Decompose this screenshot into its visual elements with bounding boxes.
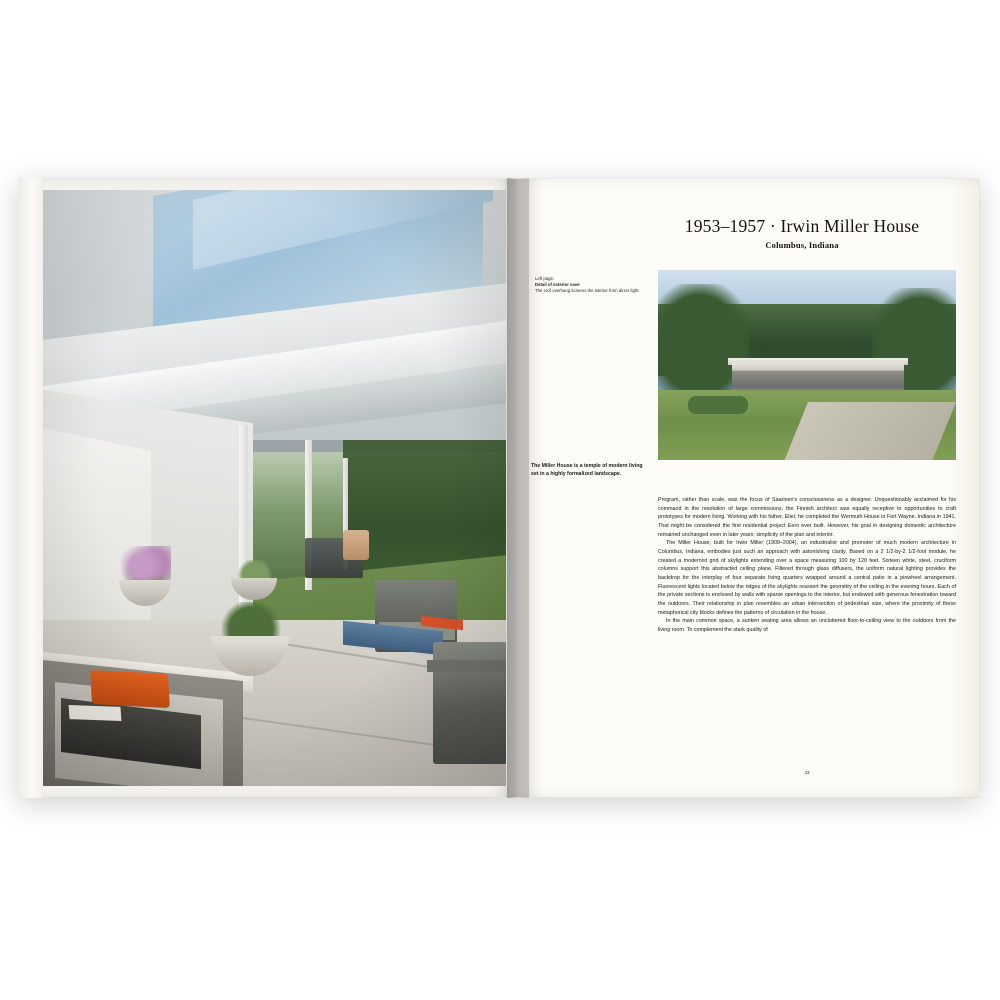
miller-house-exterior-photo bbox=[658, 270, 956, 460]
page-title: 1953–1957 · Irwin Miller House bbox=[684, 216, 920, 236]
photo-caption: The Miller House is a temple of modern living set in a highly formalized landscape. bbox=[531, 463, 643, 477]
title-block bbox=[647, 216, 957, 250]
paved-path bbox=[785, 402, 956, 460]
caption-text: The roof overhang screens the interior from direct light. bbox=[535, 288, 640, 294]
page-number: 43 bbox=[804, 770, 810, 775]
right-page-content bbox=[529, 178, 969, 798]
interior-terrace-photo bbox=[43, 190, 506, 786]
photo-vignette bbox=[43, 190, 506, 786]
body-paragraph: The Miller House, built for Irwin Miller (1909–2004), an industrialist and promoter of much modern architecture in Columbus, Indiana, embodies just such an approach with astonishing clarity. Based on a 2 1/2-by-2 1/2-foot module, he created a modernist grid of skylights extending over a space measuring 100 by 120 feet. Sixteen white, steel, cruciform columns support this abstracted ceiling plane. Filtered through glass diffusers, the uniform natural lighting provides the backdrop for the interplay of four separate living quarters wrapped around a central patio in a pinwheel arrangement. Fluorescent lights located below the ridges of the skylights reassert the geometry of the ceiling in the evening hours. Each of the private sections is enclosed by walls with sparse openings to the interior, but endowed with generous fenestration toward the outdoors. Their relationship in plan resembles an urban intersection of pedestrian size, where the proximity of these metaphorical city blocks defines the patterns of circulation in the house. bbox=[658, 540, 956, 616]
left-page bbox=[18, 178, 515, 798]
open-book bbox=[18, 178, 980, 798]
left-page-top-edge bbox=[18, 178, 515, 179]
left-page-caption bbox=[535, 276, 653, 295]
left-page-bottom-edge bbox=[18, 797, 515, 798]
body-copy bbox=[658, 496, 956, 635]
shrub-hedge bbox=[688, 396, 748, 414]
left-page-margin bbox=[18, 178, 43, 798]
caption-label: Left page: bbox=[535, 276, 555, 281]
right-page bbox=[515, 178, 980, 798]
body-paragraph: In the main common space, a sunken seating area allows an uncluttered floor-to-ceiling view to the outdoors from the living room. To complement the stark quality of bbox=[658, 618, 956, 633]
page-subtitle: Columbus, Indiana bbox=[765, 240, 839, 250]
page-fore-edge bbox=[979, 184, 980, 790]
body-paragraph: Program, rather than scale, was the focus of Saarinen's consciousness as a designer. Unquestionably acclaimed for his command in the resolution of large commissions, the Finnish architect was equally receptive to opportunities to craft prototypes for modern living. Working with his father, Eliel, he completed the Wermuth House in Fort Wayne, Indiana in 1941. That might be considered the first residential project Eero ever built. However, his goal in designing domestic architecture remained unchanged even in later years: simplicity of the plan and interior. bbox=[658, 497, 956, 538]
caption-title: Detail of exterior eave bbox=[535, 282, 580, 288]
